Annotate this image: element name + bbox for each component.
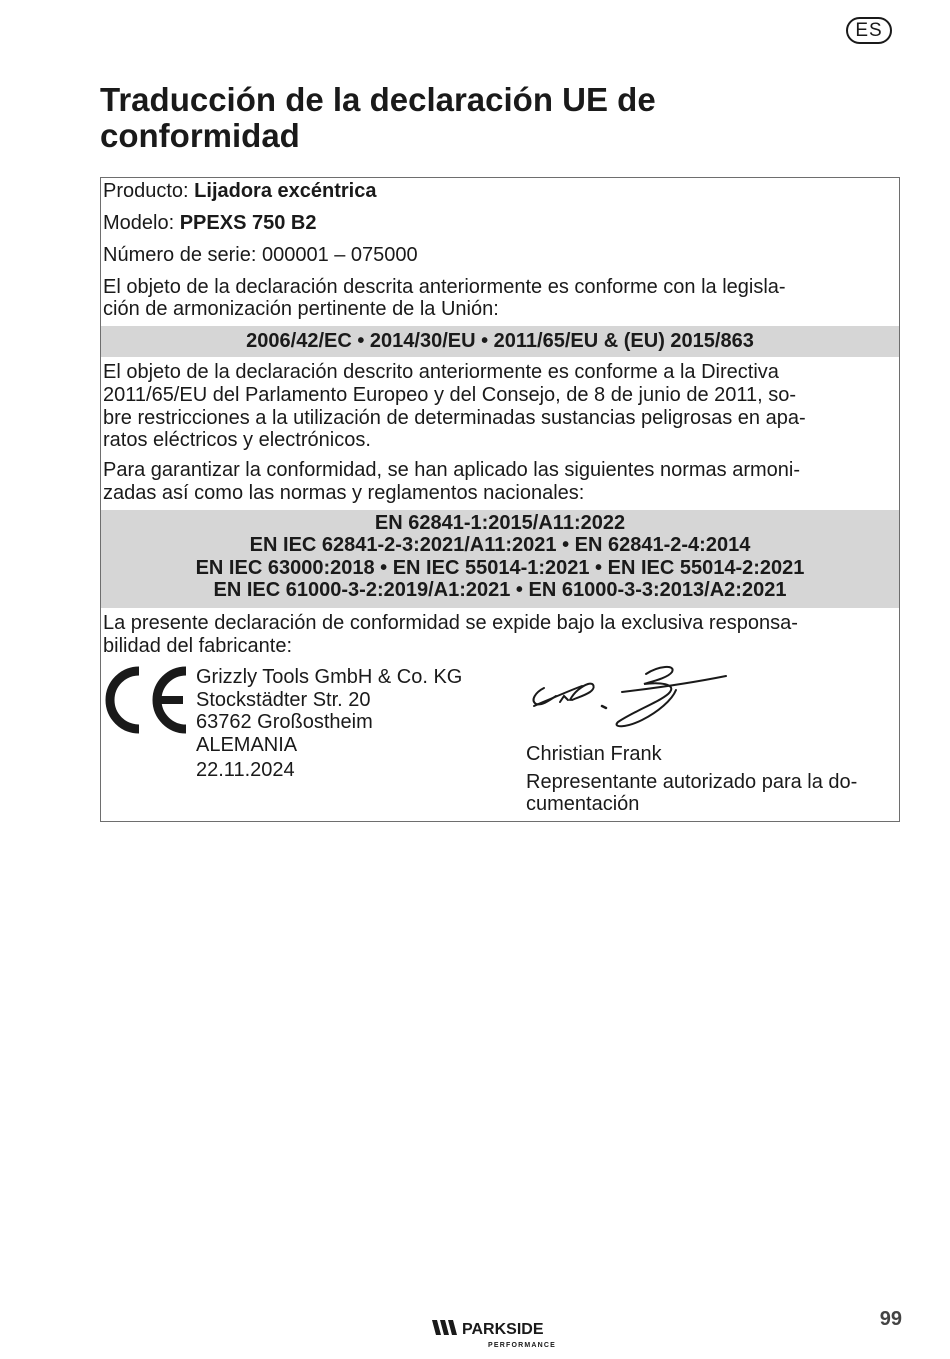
- rohs-line-1: El objeto de la declaración descrito anteriormente es conforme a la Directiva: [103, 361, 779, 383]
- model-label: Modelo:: [103, 212, 175, 234]
- product-value: Lijadora excéntrica: [194, 180, 377, 202]
- declaration-box: [100, 177, 900, 822]
- serial-line: Número de serie: 000001 – 075000: [103, 244, 418, 266]
- manufacturer-country: ALEMANIA: [196, 733, 298, 756]
- signer-role-line-1: Representante autorizado para la do-: [526, 771, 858, 793]
- signer-role-line-2: cumentación: [526, 793, 640, 815]
- manufacturer-street: Stockstädter Str. 20: [196, 688, 371, 711]
- model-value: PPEXS 750 B2: [179, 212, 317, 234]
- product-label: Producto:: [103, 180, 189, 202]
- parkside-logo: [430, 1317, 582, 1351]
- standard-line: EN IEC 62841-2-3:2021/A11:2021 • EN 62841-2-4:2014: [249, 534, 751, 557]
- rohs-line-3: bre restricciones a la utilización de determinadas sustancias peligrosas en apa-: [103, 407, 806, 429]
- brand-subtitle: PERFORMANCE: [488, 1342, 557, 1349]
- standards-band: [101, 510, 899, 608]
- rohs-line-4: ratos eléctricos y electrónicos.: [103, 429, 371, 451]
- standard-line: EN IEC 61000-3-2:2019/A1:2021 • EN 61000-3-3:2013/A2:2021: [213, 578, 787, 601]
- signer-name: Christian Frank: [526, 743, 662, 765]
- standard-line: EN 62841-1:2015/A11:2022: [374, 512, 626, 534]
- standards-intro-line-2: zadas así como las normas y reglamentos nacionales:: [103, 482, 585, 504]
- conformity-intro-line-1: El objeto de la declaración descrita anteriormente es conforme con la legisla-: [103, 276, 786, 298]
- responsibility-line-2: bilidad del fabricante:: [103, 635, 293, 657]
- declaration-date: 22.11.2024: [196, 759, 295, 781]
- signature-icon: [526, 662, 736, 734]
- page-title: Traducción de la declaración UE de conformidad: [100, 81, 656, 154]
- product-line: [103, 180, 893, 202]
- model-line: [103, 212, 893, 234]
- rohs-line-2: 2011/65/EU del Parlamento Europeo y del Consejo, de 8 de junio de 2011, so-: [103, 384, 797, 406]
- brand-name: PARKSIDE: [462, 1321, 544, 1338]
- ce-mark-icon: [103, 665, 189, 735]
- language-badge: ES: [846, 17, 892, 44]
- standards-intro-line-1: Para garantizar la conformidad, se han aplicado las siguientes normas armoni-: [103, 459, 801, 481]
- page-number: 99: [879, 1308, 902, 1330]
- standard-line: EN IEC 63000:2018 • EN IEC 55014-1:2021 • EN IEC 55014-2:2021: [195, 556, 805, 579]
- conformity-intro-line-2: ción de armonización pertinente de la Unión:: [103, 298, 499, 320]
- manufacturer-name: Grizzly Tools GmbH & Co. KG: [196, 666, 463, 688]
- signer-role: [526, 771, 898, 815]
- manufacturer-city: 63762 Großostheim: [196, 711, 373, 733]
- manufacturer-address: [196, 666, 462, 756]
- responsibility-line-1: La presente declaración de conformidad se expide bajo la exclusiva responsa-: [103, 612, 798, 634]
- directives-band: 2006/42/EC • 2014/30/EU • 2011/65/EU & (EU) 2015/863: [101, 326, 899, 357]
